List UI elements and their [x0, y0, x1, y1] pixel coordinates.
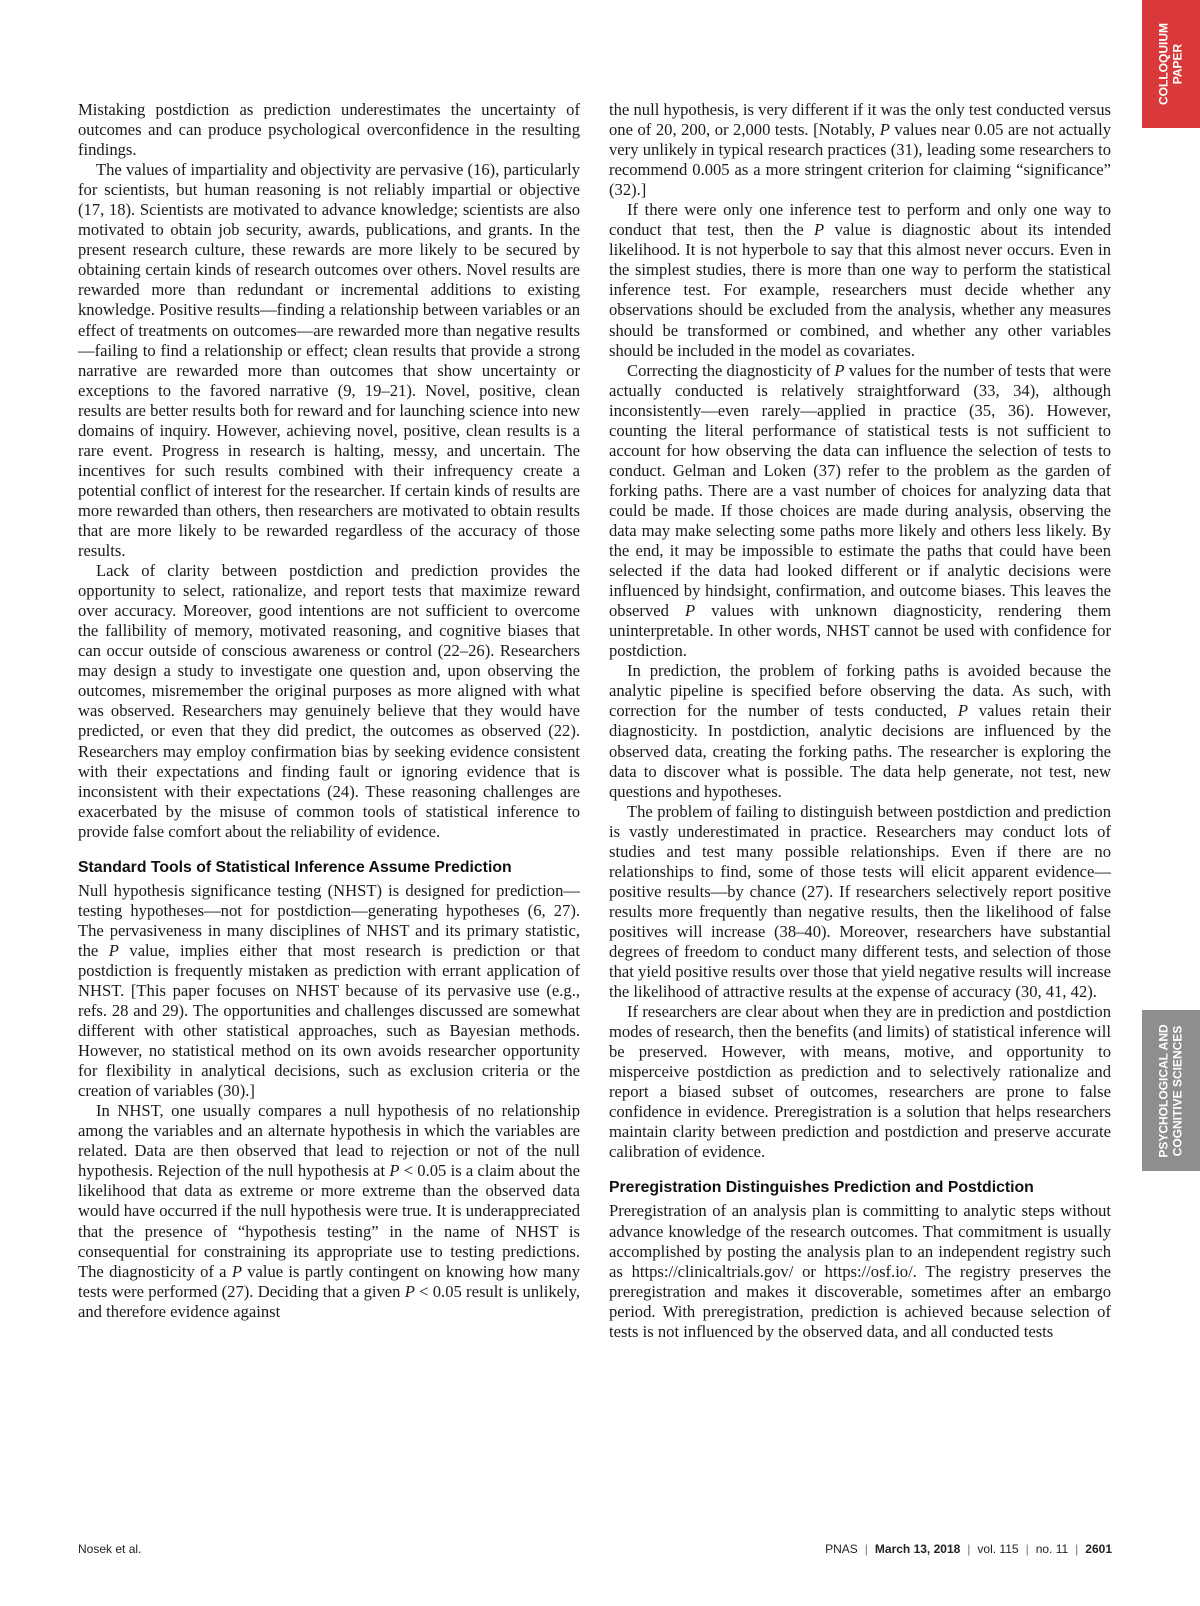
- colloquium-paper-tab: [1142, 0, 1200, 128]
- paragraph: Correcting the diagnosticity of P values for the number of tests that were actually conducted is relatively straightforward (33, 34), although inconsistently—even rarely—applied in practice (35, 36). However, counting the literal performance of statistical tests is not sufficient to account for how observing the data can influence the selection of tests to conduct. Gelman and Loken (37) refer to the problem as the garden of forking paths. There are a vast number of choices for analyzing data that could be made. If those choices are made during analysis, observing the data may make selecting some paths more likely and others less likely. By the end, it may be impossible to estimate the paths that could have been selected if the data had looked different or if analytic decisions were influenced by hindsight, confirmation, and outcome biases. This leaves the observed P values with unknown diagnosticity, rendering them uninterpretable. In other words, NHST cannot be used with confidence for postdiction.: [609, 360, 1111, 661]
- tab-label-line1: COLLOQUIUM: [1156, 23, 1171, 105]
- paragraph: In NHST, one usually compares a null hypothesis of no relationship among the variables and an alternate hypothesis in which the variables are related. Data are then observed that lead to rejection or not of the null hypothesis. Rejection of the null hypothesis at P < 0.05 is a claim about the likelihood that data as extreme or more extreme than the observed data would have occurred if the null hypothesis were true. It is underappreciated that the presence of “hypothesis testing” in the name of NHST is consequential for constraining its appropriate use to testing predictions. The diagnosticity of a P value is partly contingent on knowing how many tests were performed (27). Deciding that a given P < 0.05 result is unlikely, and therefore evidence against: [78, 1101, 580, 1321]
- footer-authors: Nosek et al.: [78, 1542, 142, 1556]
- paragraph: The values of impartiality and objectivity are pervasive (16), particularly for scientists, but human reasoning is not reliably impartial or objective (17, 18). Scientists are motivated to advance knowledge; scientists are also motivated to obtain job security, awards, publications, and grants. In the present research culture, these rewards are more likely to be secured by obtaining certain kinds of research outcomes over others. Novel results are rewarded more than redundant or incremental additions to existing knowledge. Positive results—finding a relationship between variables or an effect of treatments on outcomes—are rewarded more than negative results—failing to find a relationship or effect; clean results that provide a strong narrative are rewarded more than outcomes that show uncertainty or exceptions to the favored narrative (9, 19–21). Novel, positive, clean results are better results both for reward and for launching science into new domains of inquiry. However, achieving novel, positive, clean results is a rare event. Progress in research is halting, messy, and uncertain. The incentives for such results combined with their infrequency create a potential conflict of interest for the researcher. If certain kinds of results are more rewarded than others, then researchers are motivated to obtain results that are more likely to be rewarded regardless of the accuracy of those results.: [78, 160, 580, 561]
- footer-journal: PNAS: [825, 1542, 858, 1556]
- footer-issue: no. 11: [1035, 1542, 1069, 1556]
- section-tab: [1142, 1010, 1200, 1171]
- section-label-line1: PSYCHOLOGICAL AND: [1156, 1023, 1171, 1158]
- tab-label-line2: PAPER: [1170, 43, 1184, 85]
- paragraph: In prediction, the problem of forking paths is avoided because the analytic pipeline is specified before observing the data. As such, with correction for the number of tests conducted, P values retain their diagnosticity. In postdiction, analytic decisions are influenced by the observed data, creating the forking paths. The researcher is exploring the data to discover what is possible. The data help generate, not test, new questions and hypotheses.: [609, 661, 1111, 801]
- paragraph: If there were only one inference test to perform and only one way to conduct that test, then the P value is diagnostic about its intended likelihood. It is not hyperbole to say that this almost never occurs. Even in the simplest studies, there is more than one way to perform the statistical inference test. For example, researchers must decide whether any observations should be excluded from the analysis, whether any measures should be transformed or combined, and whether any other variables should be included in the model as covariates.: [609, 200, 1111, 360]
- paragraph: Null hypothesis significance testing (NHST) is designed for prediction—testing hypotheses—not for postdiction—generating hypotheses (6, 27). The pervasiveness in many disciplines of NHST and its primary statistic, the P value, implies either that most research is prediction or that postdiction is frequently mistaken as prediction with errant application of NHST. [This paper focuses on NHST because of its pervasive use (e.g., refs. 28 and 29). The opportunities and challenges discussed are somewhat different with other statistical approaches, such as Bayesian methods. However, no statistical method on its own avoids researcher opportunity for flexibility in analytical decisions, such as exclusion criteria or the creation of variables (30).]: [78, 880, 580, 1101]
- paragraph: Preregistration of an analysis plan is committing to analytic steps without advance knowledge of the research outcomes. That commitment is usually accomplished by posting the analysis plan to an independent registry such as https://clinicaltrials.gov/ or https://osf.io/. The registry preserves the preregistration and makes it discoverable, sometimes after an embargo period. With preregistration, prediction is achieved because selection of tests is not influenced by the observed data, and all conducted tests: [609, 1201, 1111, 1341]
- paragraph: the null hypothesis, is very different if it was the only test conducted versus one of 20, 200, or 2,000 tests. [Notably, P values near 0.05 are not actually very unlikely in typical research practices (31), leading some researchers to recommend 0.005 as a more stringent criterion for claiming “significance” (32).]: [609, 100, 1111, 200]
- paragraph: The problem of failing to distinguish between postdiction and prediction is vastly underestimated in practice. Researchers may conduct lots of studies and test many possible relationships. Even if there are no relationships to find, some of those tests will elicit apparent evidence—positive results—by chance (27). If researchers selectively report positive results more frequently than negative results, then the likelihood of false positives will increase (38–40). Moreover, researchers have substantial degrees of freedom to conduct many different tests, and selection of those that yield positive results over those that yield negative results will increase the likelihood of attractive results at the expense of accuracy (30, 41, 42).: [609, 801, 1111, 1002]
- paragraph: Mistaking postdiction as prediction underestimates the uncertainty of outcomes and can produce psychological overconfidence in the resulting findings.: [78, 100, 580, 160]
- footer-date: March 13, 2018: [874, 1542, 961, 1556]
- section-heading: Preregistration Distinguishes Prediction and Postdiction: [609, 1179, 1034, 1197]
- left-column: [78, 100, 580, 1322]
- footer-page-number: 2601: [1085, 1542, 1112, 1556]
- paragraph: If researchers are clear about when they are in prediction and postdiction modes of research, then the benefits (and limits) of statistical inference will be preserved. However, with means, motive, and opportunity to misperceive postdiction as prediction and to selectively rationalize and report a biased subset of outcomes, researchers are prone to false confidence in evidence. Preregistration is a solution that helps researchers maintain clarity between prediction and postdiction and preserve accurate calibration of evidence.: [609, 1002, 1111, 1162]
- section-label-line2: COGNITIVE SCIENCES: [1170, 1025, 1184, 1156]
- paragraph: Lack of clarity between postdiction and prediction provides the opportunity to select, rationalize, and report tests that maximize reward over accuracy. Moreover, good intentions are not sufficient to overcome the fallibility of memory, motivated reasoning, and cognitive biases that can occur outside of conscious awareness or control (22–26). Researchers may design a study to investigate one question and, upon observing the outcomes, misremember the original purposes as more aligned with what was observed. Researchers may genuinely believe that they would have predicted, or even that they did predict, the outcomes as observed (22). Researchers may employ confirmation bias by seeking evidence consistent with their expectations and finding fault or ignoring evidence that is inconsistent with their expectations (24). These reasoning challenges are exacerbated by the misuse of common tools of statistical inference to provide false comfort about the reliability of evidence.: [78, 561, 580, 841]
- right-column: [609, 100, 1111, 1342]
- footer-volume: vol. 115: [977, 1542, 1019, 1556]
- footer-citation: PNAS | March 13, 2018 | vol. 115 | no. 11 | 2601: [825, 1542, 1112, 1556]
- section-heading: Standard Tools of Statistical Inference Assume Prediction: [78, 858, 512, 876]
